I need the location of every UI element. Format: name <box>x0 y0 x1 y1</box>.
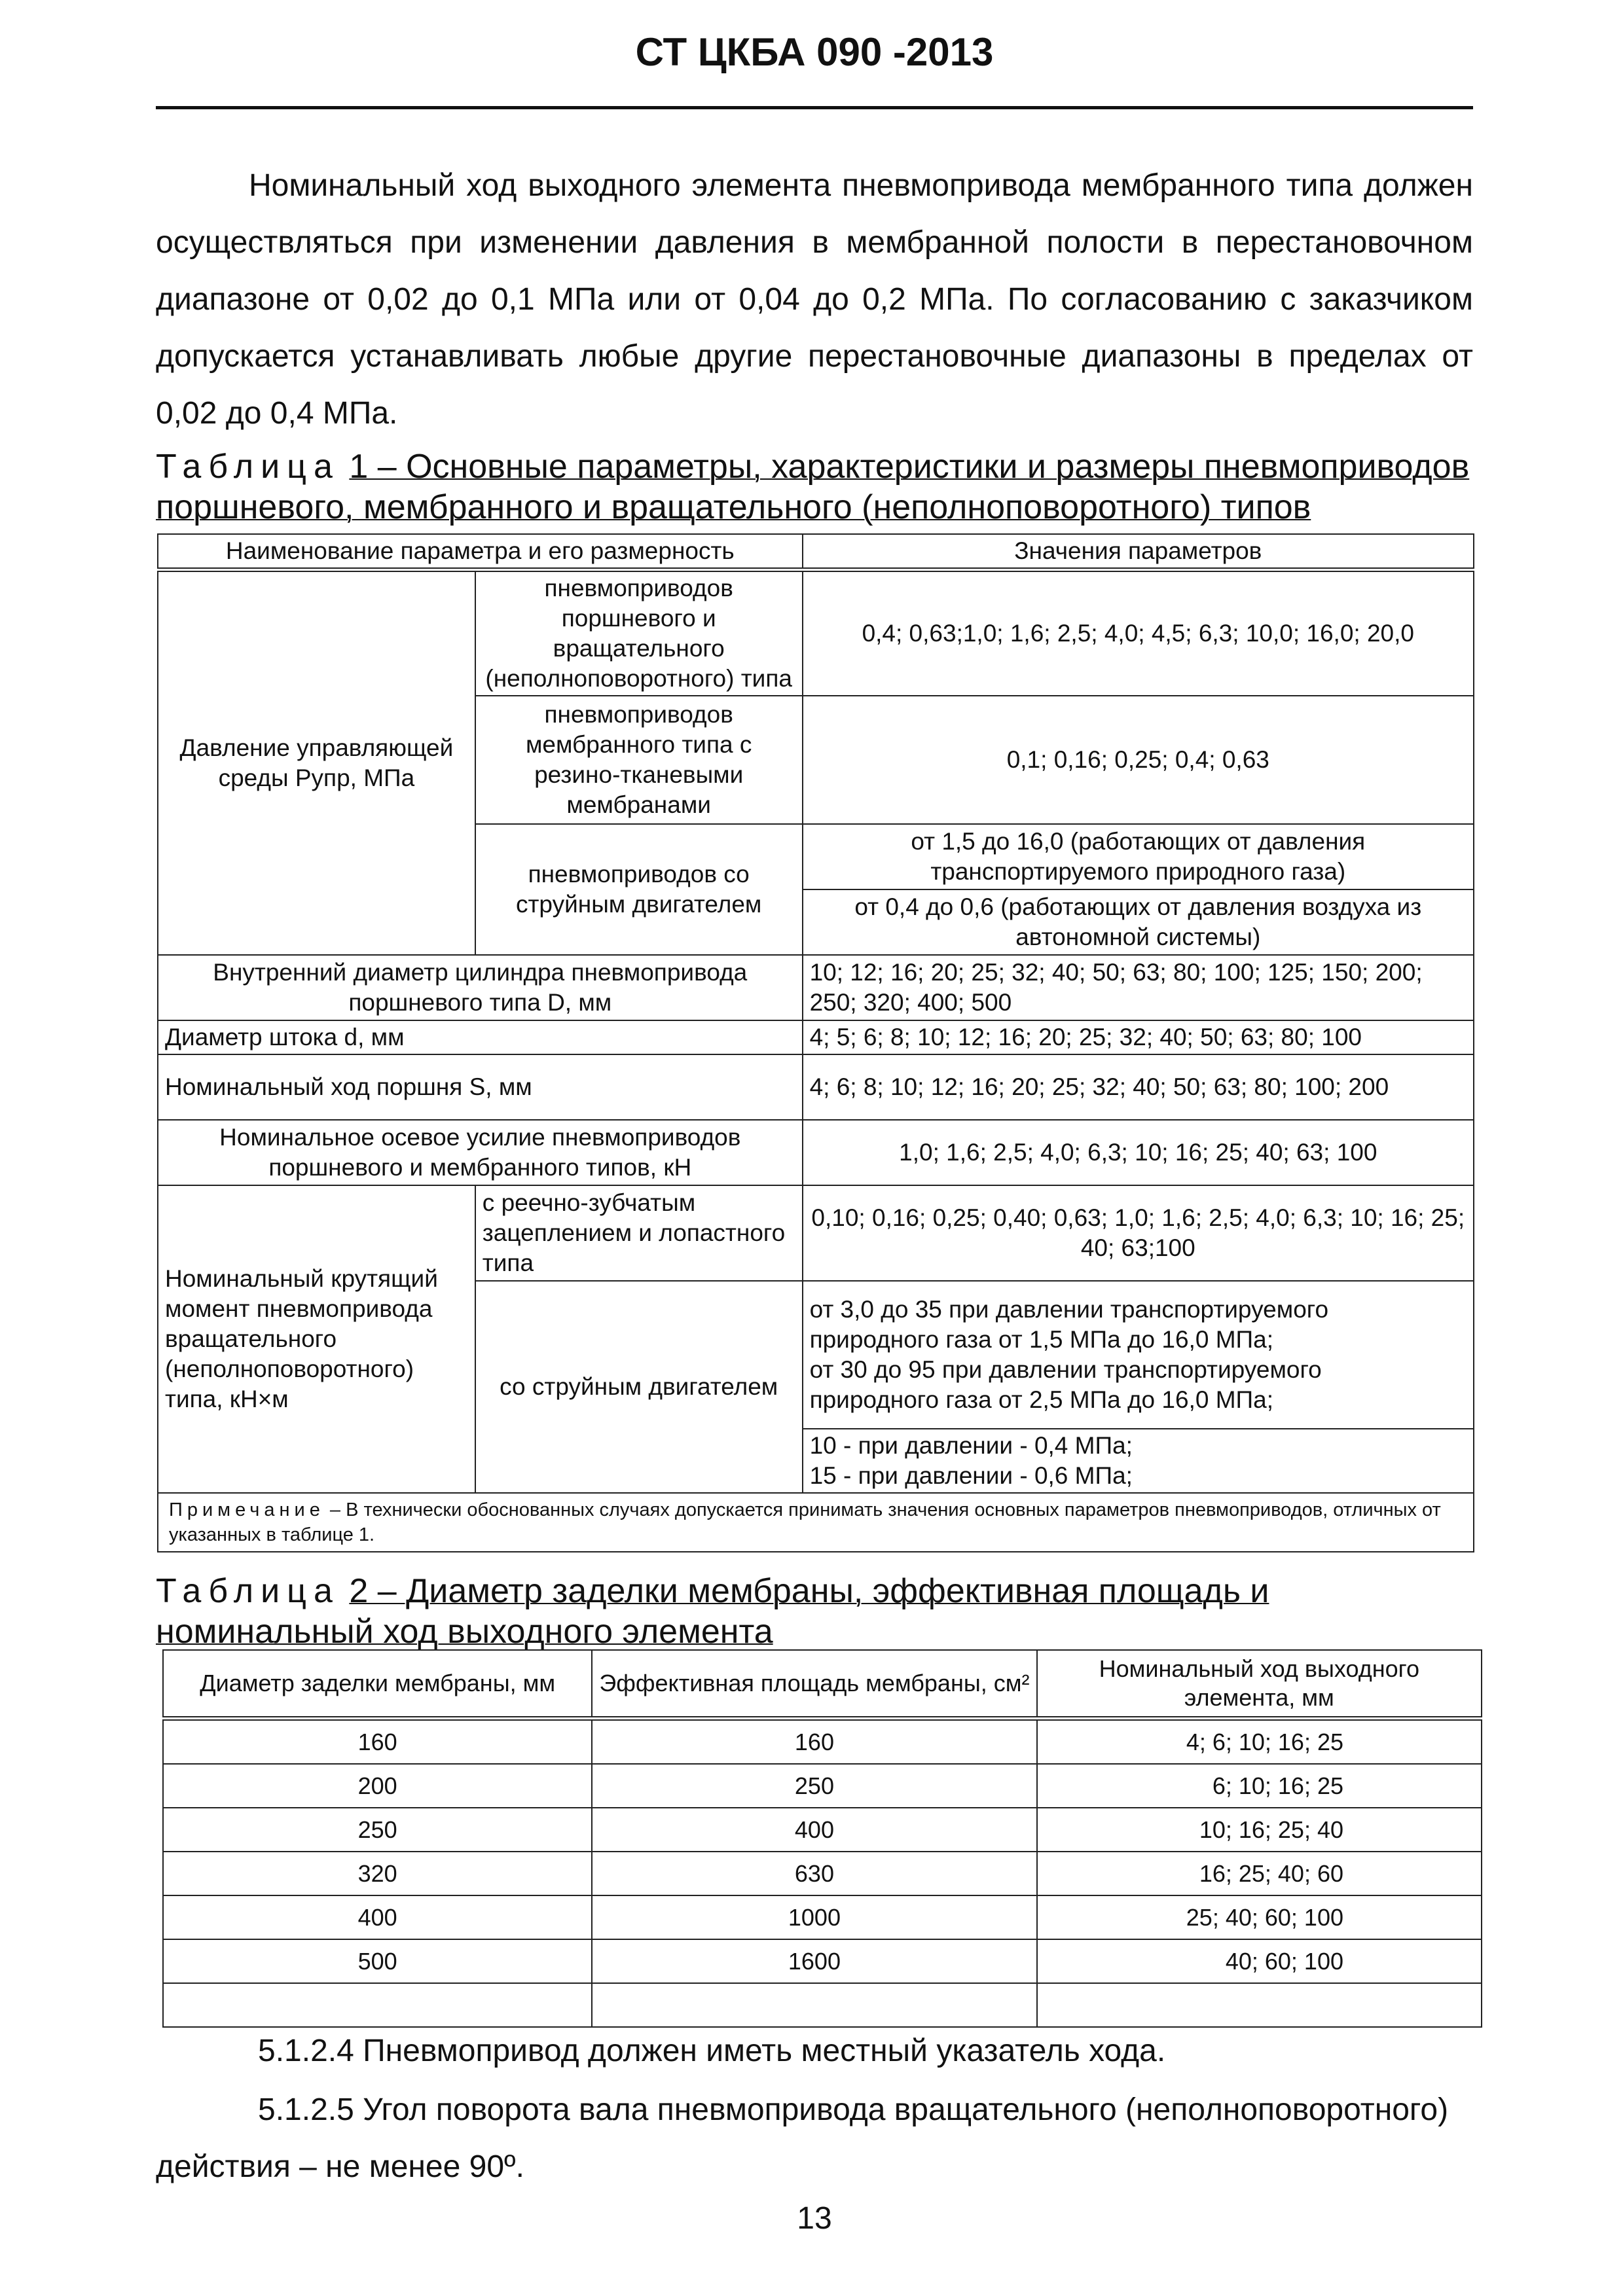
table2-col-stroke: Номинальный ход выходного элемента, мм <box>1037 1650 1482 1719</box>
torque-val-line: 10 - при давлении - 0,4 МПа; <box>809 1432 1133 1459</box>
page-number: 13 <box>797 2201 832 2236</box>
table1-note-row <box>158 1493 1474 1552</box>
paragraph-5125-text: 5.1.2.5 Угол поворота вала пневмопривода вращательного (неполноповоротного) действия – не менее 90º. <box>156 2092 1449 2184</box>
table-1 <box>157 533 1474 1552</box>
pressure-val-piston: 0,4; 0,63;1,0; 1,6; 2,5; 4,0; 4,5; 6,3; 10,0; 16,0; 20,0 <box>803 570 1474 696</box>
table-2 <box>162 1649 1482 2028</box>
table2-col-diameter: Диаметр заделки мембраны, мм <box>163 1650 592 1719</box>
diam-value: 10; 12; 16; 20; 25; 32; 40; 50; 63; 80; 100; 125; 150; 200; 250; 320; 400; 500 <box>803 955 1474 1020</box>
torque-val-line: природного газа от 2,5 МПа до 16,0 МПа; <box>809 1386 1273 1413</box>
paragraph-5124-text: 5.1.2.4 Пневмопривод должен иметь местный указатель хода. <box>258 2034 1166 2068</box>
paragraph-5124 <box>156 2022 1473 2079</box>
torque-sub-jet: со струйным двигателем <box>475 1281 803 1493</box>
table-row <box>163 1983 1482 2027</box>
table2-header-row <box>163 1650 1482 1719</box>
table-row <box>163 1808 1482 1852</box>
table1-note <box>158 1493 1474 1552</box>
force-value: 1,0; 1,6; 2,5; 4,0; 6,3; 10; 16; 25; 40; 63; 100 <box>803 1120 1474 1185</box>
table-row <box>163 1895 1482 1939</box>
cell-diameter <box>163 1983 592 2027</box>
note-label: Примечание <box>169 1499 325 1520</box>
pressure-val-jet-gas: от 1,5 до 16,0 (работающих от давления транспортируемого природного газа) <box>803 824 1474 889</box>
intro-paragraph <box>156 157 1473 442</box>
cell-area <box>592 1983 1036 2027</box>
table-row <box>158 1185 1474 1281</box>
table2-caption <box>156 1571 1473 1652</box>
cell-area: 630 <box>592 1852 1036 1895</box>
cell-area: 160 <box>592 1719 1036 1765</box>
table1-header-row <box>158 534 1474 570</box>
cell-area: 250 <box>592 1764 1036 1808</box>
table1-caption-text: 1 – Основные параметры, характеристики и размеры пневмоприводов поршневого, мембранного и вращательного (неполноповоротного) типов <box>156 448 1470 526</box>
cell-stroke <box>1037 1983 1482 2027</box>
diam-label: Внутренний диаметр цилиндра пневмопривода поршневого типа D, мм <box>158 955 803 1020</box>
torque-val-line: от 30 до 95 при давлении транспортируемого <box>809 1356 1322 1383</box>
cell-stroke: 16; 25; 40; 60 <box>1037 1852 1482 1895</box>
rod-label: Диаметр штока d, мм <box>158 1020 803 1054</box>
table1-col-param: Наименование параметра и его размерность <box>158 534 803 570</box>
table-row <box>163 1719 1482 1765</box>
table-row <box>158 570 1474 696</box>
table-row <box>158 955 1474 1020</box>
pressure-val-membrane: 0,1; 0,16; 0,25; 0,4; 0,63 <box>803 696 1474 824</box>
cell-stroke: 6; 10; 16; 25 <box>1037 1764 1482 1808</box>
cell-diameter: 320 <box>163 1852 592 1895</box>
torque-val-jet-pressure <box>803 1429 1474 1493</box>
cell-area: 1000 <box>592 1895 1036 1939</box>
cell-diameter: 400 <box>163 1895 592 1939</box>
stroke-value: 4; 6; 8; 10; 12; 16; 20; 25; 32; 40; 50; 63; 80; 100; 200 <box>803 1054 1474 1120</box>
pressure-sub-membrane: пневмоприводов мембранного типа с резино-тканевыми мембранами <box>475 696 803 824</box>
document-code: СТ ЦКБА 090 -2013 <box>635 30 994 74</box>
table-row <box>158 1054 1474 1120</box>
torque-val-line: природного газа от 1,5 МПа до 16,0 МПа; <box>809 1326 1273 1353</box>
table-row <box>163 1764 1482 1808</box>
table2-caption-label: Таблица <box>156 1572 340 1610</box>
table1-col-values: Значения параметров <box>803 534 1474 570</box>
table-row <box>158 1120 1474 1185</box>
table-row <box>158 1020 1474 1054</box>
torque-val-jet <box>803 1281 1474 1429</box>
torque-val-line: от 3,0 до 35 при давлении транспортируемого <box>809 1296 1329 1323</box>
cell-diameter: 500 <box>163 1939 592 1983</box>
pressure-val-jet-air: от 0,4 до 0,6 (работающих от давления воздуха из автономной системы) <box>803 889 1474 955</box>
paragraph-5125 <box>156 2081 1473 2195</box>
cell-stroke: 4; 6; 10; 16; 25 <box>1037 1719 1482 1765</box>
header-rule <box>156 106 1473 109</box>
pressure-label: Давление управляющей среды Рупр, МПа <box>158 570 475 956</box>
rod-value: 4; 5; 6; 8; 10; 12; 16; 20; 25; 32; 40; 50; 63; 80; 100 <box>803 1020 1474 1054</box>
cell-area: 1600 <box>592 1939 1036 1983</box>
note-text: – В технически обоснованных случаях допускается принимать значения основных параметров пневмоприводов, отличных от указанных в таблице 1. <box>169 1499 1441 1545</box>
torque-val-rack: 0,10; 0,16; 0,25; 0,40; 0,63; 1,0; 1,6; 2,5; 4,0; 6,3; 10; 16; 25; 40; 63;100 <box>803 1185 1474 1281</box>
table2-caption-text: 2 – Диаметр заделки мембраны, эффективная площадь и номинальный ход выходного элемента <box>156 1572 1269 1651</box>
table1-caption <box>156 446 1473 528</box>
cell-stroke: 25; 40; 60; 100 <box>1037 1895 1482 1939</box>
cell-diameter: 200 <box>163 1764 592 1808</box>
table-row <box>163 1939 1482 1983</box>
cell-stroke: 40; 60; 100 <box>1037 1939 1482 1983</box>
pressure-sub-jet: пневмоприводов со струйным двигателем <box>475 824 803 955</box>
cell-stroke: 10; 16; 25; 40 <box>1037 1808 1482 1852</box>
cell-diameter: 250 <box>163 1808 592 1852</box>
table1-caption-label: Таблица <box>156 448 340 486</box>
pressure-sub-piston: пневмоприводов поршневого и вращательного (неполноповоротного) типа <box>475 570 803 696</box>
stroke-label: Номинальный ход поршня S, мм <box>158 1054 803 1120</box>
table2-col-area: Эффективная площадь мембраны, см² <box>592 1650 1036 1719</box>
torque-val-line: 15 - при давлении - 0,6 МПа; <box>809 1462 1133 1489</box>
cell-diameter: 160 <box>163 1719 592 1765</box>
table-row <box>163 1852 1482 1895</box>
force-label: Номинальное осевое усилие пневмоприводов поршневого и мембранного типов, кН <box>158 1120 803 1185</box>
torque-sub-rack: с реечно-зубчатым зацеплением и лопастного типа <box>475 1185 803 1281</box>
cell-area: 400 <box>592 1808 1036 1852</box>
torque-label: Номинальный крутящий момент пневмопривода вращательного (неполноповоротного) типа, кН×м <box>158 1185 475 1493</box>
intro-text: Номинальный ход выходного элемента пневмопривода мембранного типа должен осуществляться при изменении давления в мембранной полости в перестановочном диапазоне от 0,02 до 0,1 МПа или от 0,04 до 0,2 МПа. По согласованию с заказчиком допускается устанавливать любые другие перестановочные диапазоны в пределах от 0,02 до 0,4 МПа. <box>156 168 1473 431</box>
